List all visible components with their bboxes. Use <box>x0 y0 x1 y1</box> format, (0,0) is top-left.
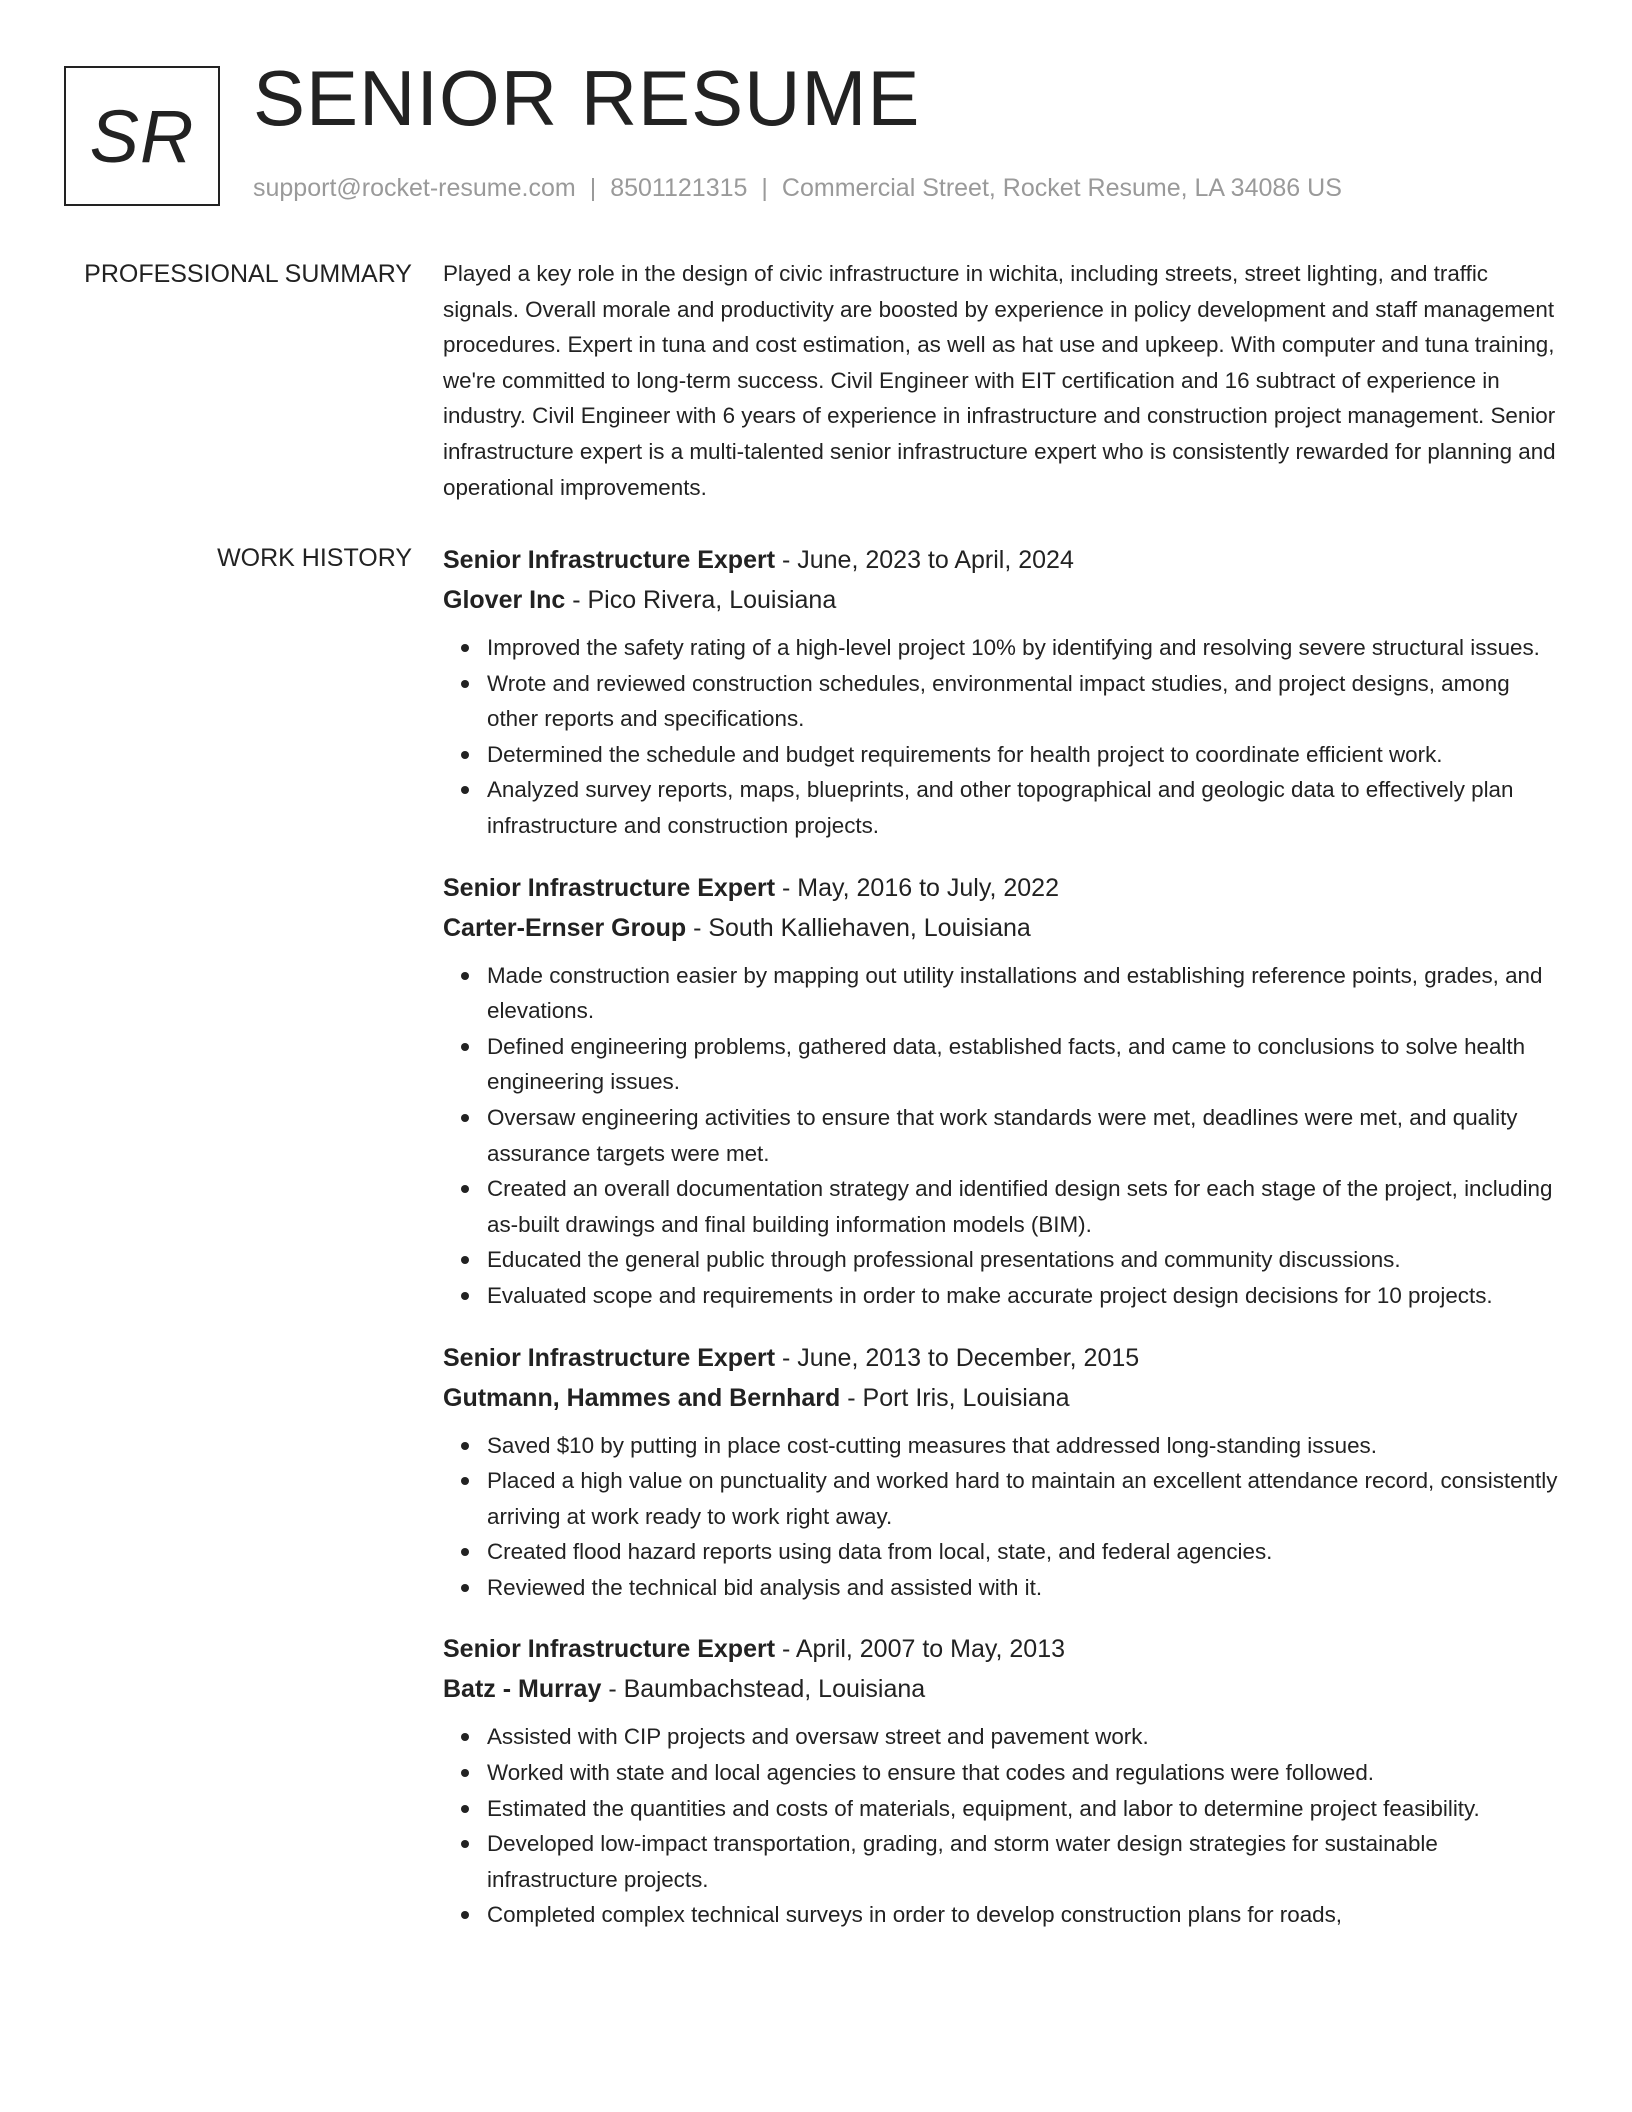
job-title-line <box>443 868 1563 908</box>
job-title-line <box>443 540 1563 580</box>
contact-separator: | <box>589 174 597 202</box>
job-bullet: Worked with state and local agencies to ensure that codes and regulations were followed. <box>487 1755 1563 1791</box>
job-dates: - April, 2007 to May, 2013 <box>775 1635 1066 1664</box>
job-bullet: Evaluated scope and requirements in order to make accurate project design decisions for 10 projects. <box>487 1278 1563 1314</box>
job-location: - Baumbachstead, Louisiana <box>601 1675 926 1704</box>
job-entry <box>443 1629 1563 1933</box>
job-bullet: Defined engineering problems, gathered data, established facts, and came to conclusions to solve health engineering issues. <box>487 1029 1563 1100</box>
job-entry <box>443 1338 1563 1606</box>
summary-heading: PROFESSIONAL SUMMARY <box>84 260 412 288</box>
job-title: Senior Infrastructure Expert <box>443 873 776 902</box>
job-entry <box>443 868 1563 1314</box>
job-bullet: Placed a high value on punctuality and worked hard to maintain an excellent attendance record, consistently arriving at work ready to work right away. <box>487 1463 1563 1534</box>
job-bullet: Wrote and reviewed construction schedules, environmental impact studies, and project designs, among other reports and specifications. <box>487 666 1563 737</box>
job-title: Senior Infrastructure Expert <box>443 1635 776 1664</box>
summary-text: Played a key role in the design of civic infrastructure in wichita, including streets, street lighting, and traffic signals. Overall morale and productivity are boosted by experience in policy development and staff management procedures. Expert in tuna and cost estimation, as well as hat use and upkeep. With computer and tuna training, we're committed to long-term success. Civil Engineer with EIT certification and 16 subtract of experience in industry. Civil Engineer with 6 years of experience in infrastructure and construction project management. Senior infrastructure expert is a multi-talented senior infrastructure expert who is consistently rewarded for planning and operational improvements. <box>443 261 1556 500</box>
job-company-line <box>443 1378 1563 1418</box>
job-entry <box>443 540 1563 844</box>
work-history-heading: WORK HISTORY <box>217 544 412 572</box>
contact-line <box>253 174 1342 203</box>
job-title: Senior Infrastructure Expert <box>443 1343 776 1372</box>
job-bullet: Improved the safety rating of a high-level project 10% by identifying and resolving severe structural issues. <box>487 630 1563 666</box>
job-bullet: Analyzed survey reports, maps, blueprints, and other topographical and geologic data to effectively plan infrastructure and construction projects. <box>487 772 1563 843</box>
job-bullet: Oversaw engineering activities to ensure that work standards were met, deadlines were met, and quality assurance targets were met. <box>487 1100 1563 1171</box>
job-location: - Pico Rivera, Louisiana <box>565 586 837 614</box>
job-company-line <box>443 1669 1563 1709</box>
job-title-line <box>443 1338 1563 1378</box>
contact-phone: 8501121315 <box>610 174 748 202</box>
job-company: Carter-Ernser Group <box>443 913 687 942</box>
job-bullet: Saved $10 by putting in place cost-cutting measures that addressed long-standing issues. <box>487 1428 1563 1464</box>
job-bullet: Created flood hazard reports using data from local, state, and federal agencies. <box>487 1534 1563 1570</box>
job-bullets <box>443 958 1563 1314</box>
job-bullets <box>443 630 1563 844</box>
monogram-box <box>64 66 220 206</box>
job-company: Glover Inc <box>443 586 566 614</box>
job-title-line <box>443 1629 1563 1669</box>
job-bullets <box>443 1428 1563 1606</box>
job-bullet: Estimated the quantities and costs of materials, equipment, and labor to determine project feasibility. <box>487 1791 1563 1827</box>
job-dates: - June, 2013 to December, 2015 <box>775 1343 1140 1372</box>
monogram-initials: SR <box>89 94 195 178</box>
resume-name: SENIOR RESUME <box>253 54 921 142</box>
job-bullet: Assisted with CIP projects and oversaw street and pavement work. <box>487 1719 1563 1755</box>
job-bullet: Completed complex technical surveys in order to develop construction plans for roads, <box>487 1897 1563 1933</box>
summary-body <box>443 256 1563 505</box>
job-location: - South Kalliehaven, Louisiana <box>686 913 1031 942</box>
job-bullet: Developed low-impact transportation, grading, and storm water design strategies for sustainable infrastructure projects. <box>487 1826 1563 1897</box>
job-location: - Port Iris, Louisiana <box>840 1383 1070 1412</box>
job-bullet: Reviewed the technical bid analysis and assisted with it. <box>487 1570 1563 1606</box>
job-dates: - May, 2016 to July, 2022 <box>775 873 1059 902</box>
job-title: Senior Infrastructure Expert <box>443 546 776 574</box>
job-bullet: Created an overall documentation strategy and identified design sets for each stage of the project, including as-built drawings and final building information models (BIM). <box>487 1171 1563 1242</box>
contact-address: Commercial Street, Rocket Resume, LA 34086 US <box>781 174 1342 202</box>
job-company: Batz - Murray <box>443 1675 602 1704</box>
contact-email: support@rocket-resume.com <box>253 174 576 202</box>
job-dates: - June, 2023 to April, 2024 <box>775 546 1074 574</box>
job-bullets <box>443 1719 1563 1933</box>
contact-separator: | <box>761 174 768 202</box>
job-company-line <box>443 580 1563 620</box>
job-company-line <box>443 908 1563 948</box>
job-bullet: Educated the general public through professional presentations and community discussions. <box>487 1242 1563 1278</box>
job-company: Gutmann, Hammes and Bernhard <box>443 1383 841 1412</box>
work-history-body <box>443 540 1563 1957</box>
job-bullet: Determined the schedule and budget requirements for health project to coordinate efficient work. <box>487 737 1563 773</box>
job-bullet: Made construction easier by mapping out utility installations and establishing reference points, grades, and elevations. <box>487 958 1563 1029</box>
